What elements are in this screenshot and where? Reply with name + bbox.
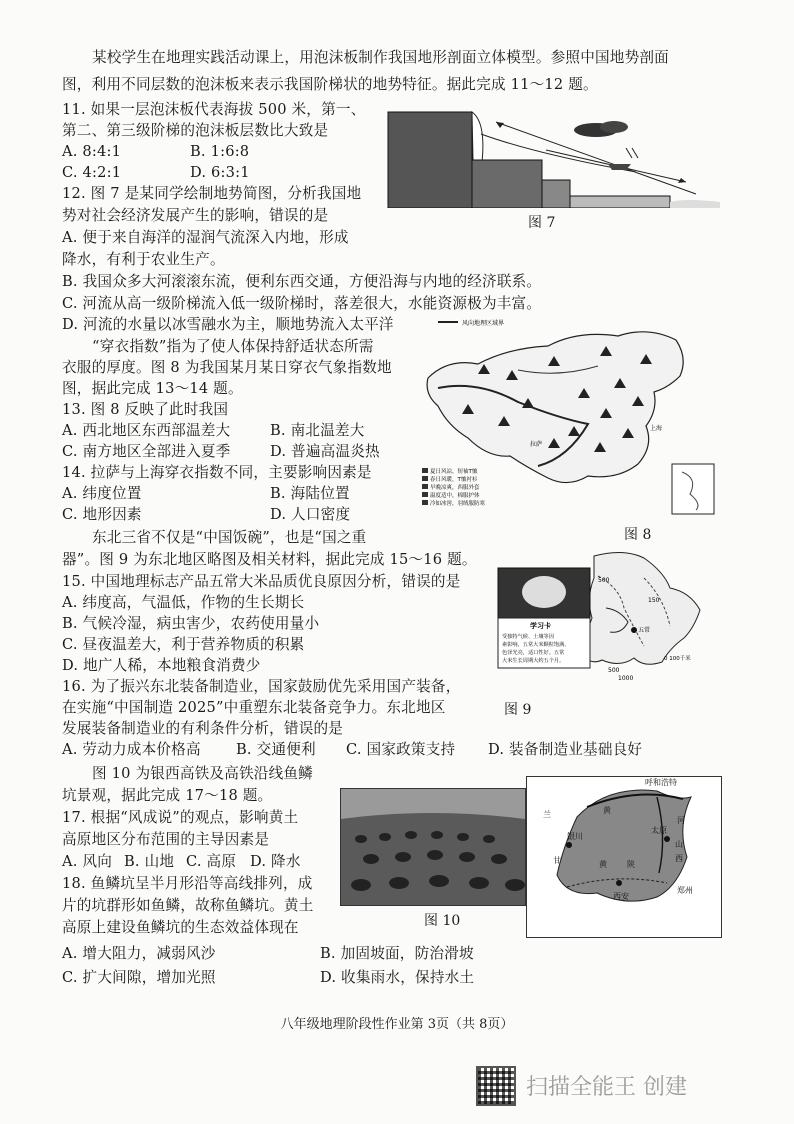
intro-13-14-line1: “穿衣指数”指为了使人体保持舒适状态所需	[92, 338, 374, 355]
q11-stem-2: 第二、第三级阶梯的泡沫板层数比大致是	[62, 122, 329, 139]
map-label-zhengzhou: 郑州	[677, 886, 693, 895]
map-label-he: 河	[677, 816, 685, 825]
map-label-hohhot: 呼和浩特	[645, 778, 677, 787]
q16-option-c: C. 国家政策支持	[346, 741, 456, 758]
q12-stem-2: 势对社会经济发展产生的影响，错误的是	[62, 207, 329, 224]
figure-10-fish-scale-pits-photo	[340, 788, 526, 906]
map-label-taiyuan: 太原	[651, 826, 667, 835]
q15-option-c: C. 昼夜温差大，利于营养物质的积累	[62, 636, 305, 653]
q17-option-c: C. 高原	[186, 853, 237, 870]
q18-option-a: A. 增大阻力，减弱风沙	[62, 945, 216, 962]
q17-stem-1: 17. 根据“风成说”的观点，影响黄土	[62, 809, 299, 826]
q13-stem: 13. 图 8 反映了此时我国	[62, 401, 229, 418]
q12-option-b: B. 我国众多大河滚滚东流，便利东西交通，方便沿海与内地的经济联系。	[62, 273, 542, 290]
label-wuchang: 五常	[638, 627, 651, 634]
city-label-shanghai: 上海	[650, 425, 663, 432]
q18-stem-3: 高原上建设鱼鳞坑的生态效益体现在	[62, 919, 299, 936]
legend-item-3: 早晚凉爽，西服外套	[430, 485, 480, 491]
q16-stem-1: 16. 为了振兴东北装备制造业，国家鼓励优先采用国产装备，	[62, 678, 461, 695]
q11-option-c: C. 4:2:1	[62, 164, 122, 181]
map-label-xi: 西	[675, 854, 683, 863]
study-card-line-3: 色泽光亮，适口性好。五常	[502, 650, 565, 656]
study-card-title: 学习卡	[530, 622, 551, 630]
q17-option-d: D. 降水	[250, 853, 301, 870]
intro-17-18-line2: 坑景观，据此完成 17～18 题。	[62, 787, 273, 804]
q11-option-b: B. 1:6:8	[190, 143, 250, 160]
figure-9-northeast-map	[494, 548, 720, 694]
q14-option-a: A. 纬度位置	[62, 485, 142, 502]
intro-11-12-line2: 图，利用不同层数的泡沫板来表示我国阶梯状的地势特征。据此完成 11～12 题。	[62, 76, 598, 93]
q17-option-a: A. 风向	[62, 853, 113, 870]
qr-code-icon	[476, 1066, 516, 1106]
q16-option-d: D. 装备制造业基础良好	[488, 741, 643, 758]
map-label-yinchuan: 银川	[567, 832, 583, 841]
scale-bar: 0 100千米	[664, 656, 691, 662]
map-label-gan: 甘	[553, 856, 561, 865]
map-label-lan: 兰	[543, 810, 551, 819]
map-label-huang: 黄	[603, 806, 611, 815]
q16-option-b: B. 交通便利	[236, 741, 316, 758]
map-label-shaan: 陕	[627, 860, 635, 869]
study-card-line-4: 大米生长周期大约五个月。	[502, 658, 565, 664]
q13-option-a: A. 西北地区东西部温差大	[62, 422, 231, 439]
intro-15-16-line2: 器”。图 9 为东北地区略图及相关材料，据此完成 15～16 题。	[62, 551, 477, 568]
study-card-line-1: 受独特气候、土壤等因	[502, 634, 554, 640]
q13-option-d: D. 普遍高温炎热	[270, 443, 380, 460]
map-label-xian: 西安	[613, 892, 629, 901]
q18-stem-1: 18. 鱼鳞坑呈半月形沿等高线排列，成	[62, 875, 313, 892]
q18-option-d: D. 收集雨水，保持水土	[320, 969, 475, 986]
q15-option-d: D. 地广人稀，本地粮食消费少	[62, 657, 261, 674]
q11-stem-1: 11. 如果一层泡沫板代表海拔 500 米，第一、	[62, 101, 366, 118]
intro-13-14-line3: 图，据此完成 13～14 题。	[62, 380, 243, 397]
figure-8-caption: 图 8	[624, 527, 652, 543]
q15-option-b: B. 气候冷湿，病虫害少，农药使用量小	[62, 615, 320, 632]
q12-option-c: C. 河流从高一级阶梯流入低一级阶梯时，落差很大，水能资源极为丰富。	[62, 295, 542, 312]
intro-11-12-line1: 某校学生在地理实践活动课上，用泡沫板制作我国地形剖面立体模型。参照中国地势剖面	[92, 49, 669, 66]
figure-8-title: 风向地理区域界	[462, 320, 505, 327]
q18-option-b: B. 加固坡面，防治滑坡	[320, 945, 474, 962]
q12-option-a-2: 降水，有利于农业生产。	[62, 251, 225, 268]
q17-stem-2: 高原地区分布范围的主导因素是	[62, 831, 270, 848]
scanner-watermark	[476, 1064, 776, 1104]
figure-7-caption: 图 7	[528, 215, 556, 231]
q13-option-b: B. 南北温差大	[270, 422, 365, 439]
contour-label-3: 1000	[618, 675, 634, 682]
q16-stem-3: 发展装备制造业的有利条件分析，错误的是	[62, 720, 344, 737]
intro-17-18-line1: 图 10 为银西高铁及高铁沿线鱼鳞	[92, 765, 313, 782]
legend-item-2: 春日风暖，T恤衬衫	[430, 477, 478, 483]
page-footer: 八年级地理阶段性作业第 3页（共 8页）	[280, 1017, 514, 1032]
q16-stem-2: 在实施“中国制造 2025”中重塑东北装备竞争力。东北地区	[62, 699, 446, 716]
legend-item-5: 冷如冰窖，羽绒服防寒	[430, 501, 486, 507]
q15-option-a: A. 纬度高，气温低，作物的生长期长	[62, 594, 305, 611]
q11-option-a: A. 8:4:1	[62, 143, 122, 160]
city-label-lhasa: 拉萨	[530, 441, 543, 448]
watermark-text: 扫描全能王 创建	[526, 1075, 687, 1100]
q18-stem-2: 片的坑群形如鱼鳞，故称鱼鳞坑。黄土	[62, 897, 314, 914]
q11-option-d: D. 6:3:1	[190, 164, 250, 181]
map-label-shan: 山	[675, 840, 683, 849]
q14-option-c: C. 地形因素	[62, 506, 142, 523]
figure-8-dressing-index-map	[418, 318, 720, 518]
q16-option-a: A. 劳动力成本价格高	[62, 741, 201, 758]
legend-item-4: 温度适中，棉服护体	[430, 493, 480, 499]
q12-stem-1: 12. 图 7 是某同学绘制地势简图，分析我国地	[62, 185, 362, 202]
intro-13-14-line2: 衣服的厚度。图 8 为我国某月某日穿衣气象指数地	[62, 359, 392, 376]
study-card-line-2: 素影响，五常大米颗粒饱满、	[502, 642, 570, 648]
q12-option-d: D. 河流的水量以冰雪融水为主，顺地势流入太平洋	[62, 316, 394, 333]
contour-label-4: 500	[608, 667, 620, 674]
figure-9-caption: 图 9	[504, 702, 532, 718]
figure-7-terrain-profile	[386, 102, 720, 208]
contour-label-2: 150	[648, 597, 660, 604]
q14-stem: 14. 拉萨与上海穿衣指数不同，主要影响因素是	[62, 464, 372, 481]
intro-15-16-line1: 东北三省不仅是“中国饭碗”，也是“国之重	[92, 529, 367, 546]
map-label-huang-2: 黄	[599, 860, 607, 869]
contour-label-1: 500	[598, 577, 610, 584]
figure-10-loess-plateau-map	[526, 776, 722, 938]
figure-10-caption: 图 10	[424, 913, 461, 929]
q18-option-c: C. 扩大间隙，增加光照	[62, 969, 216, 986]
q14-option-b: B. 海陆位置	[270, 485, 350, 502]
q12-option-a-1: A. 便于来自海洋的湿润气流深入内地，形成	[62, 229, 349, 246]
q14-option-d: D. 人口密度	[270, 506, 351, 523]
q15-stem: 15. 中国地理标志产品五常大米品质优良原因分析，错误的是	[62, 573, 461, 590]
q13-option-c: C. 南方地区全部进入夏季	[62, 443, 231, 460]
legend-item-1: 夏日风凉，短袖T恤	[430, 469, 478, 475]
q17-option-b: B. 山地	[124, 853, 175, 870]
